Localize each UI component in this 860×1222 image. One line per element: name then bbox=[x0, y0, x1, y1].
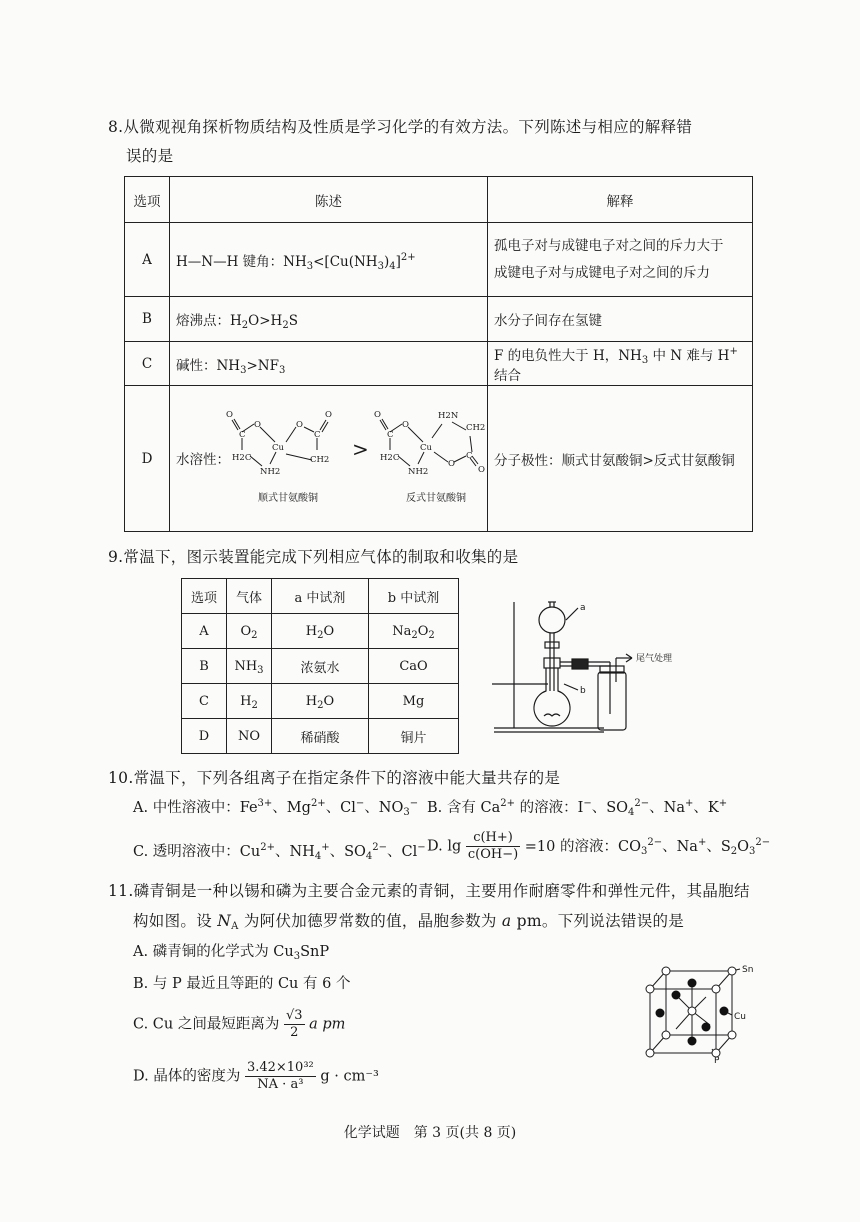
header-statement: 陈述 bbox=[170, 177, 488, 223]
row-statement: H—N—H 键角：$NH_3<[Cu(NH_3)_4]^{2+}$ bbox=[170, 223, 488, 297]
atom-label: O bbox=[296, 420, 303, 430]
row-explanation: 分子极性：顺式甘氨酸铜>反式甘氨酸铜 bbox=[488, 386, 753, 532]
table-row bbox=[182, 684, 459, 719]
atom-label: O bbox=[254, 420, 261, 430]
cell: $H_2$ bbox=[227, 684, 272, 719]
q10-option-c: C. 透明溶液中：$Cu^{2+}$、$NH_4^+$、$SO_4^{2-}$、Cl− bbox=[133, 842, 426, 862]
cell: $H_2O$ bbox=[272, 684, 369, 719]
cell: 稀硝酸 bbox=[272, 719, 369, 754]
header-reagent-b: b 中试剂 bbox=[369, 579, 459, 614]
atom-label: O bbox=[226, 410, 233, 420]
table-row bbox=[125, 386, 753, 532]
q11-option-a: A. 磷青铜的化学式为 $Cu_3SnP$ bbox=[133, 944, 330, 962]
q10-fraction: $\frac{c(H+)}{c(OH-)}$ bbox=[467, 830, 519, 862]
atom-label: CH2 bbox=[310, 455, 330, 465]
row-explanation: 水分子间存在氢键 bbox=[488, 297, 753, 342]
row-statement: 熔沸点：$H_2O>H_2S$ bbox=[170, 297, 488, 342]
cell: $O_2$ bbox=[227, 614, 272, 649]
gas-apparatus-diagram bbox=[486, 596, 706, 746]
cell: C bbox=[182, 684, 227, 719]
q8-stem-line2: 误的是 bbox=[126, 147, 174, 165]
crystal-cell-diagram bbox=[636, 963, 776, 1063]
q9-stem: 9.常温下，图示装置能完成下列相应气体的制取和收集的是 bbox=[108, 548, 519, 566]
atom-label: NH2 bbox=[408, 467, 429, 477]
trans-name: 反式甘氨酸铜 bbox=[406, 493, 466, 504]
label-p: P bbox=[714, 1056, 720, 1063]
atom-label: C bbox=[239, 430, 246, 440]
atom-label: Cu bbox=[420, 443, 432, 453]
label-cu: Cu bbox=[734, 1012, 746, 1022]
row-option: D bbox=[125, 386, 170, 532]
atom-label: H2C bbox=[380, 453, 400, 463]
table-row bbox=[125, 342, 753, 386]
cell: D bbox=[182, 719, 227, 754]
atom-label: H2C bbox=[232, 453, 252, 463]
atom-label: O bbox=[325, 410, 332, 420]
row-option: A bbox=[125, 223, 170, 297]
q10-option-a: A. 中性溶液中：$Fe^{3+}$、$Mg^{2+}$、Cl−、$NO_3^-$ bbox=[133, 798, 419, 818]
atom-label: NH2 bbox=[260, 467, 281, 477]
q11-fraction-c: $\frac{√3}{2}$ bbox=[285, 1008, 303, 1040]
q11-stem: 11.磷青铜是一种以锡和磷为主要合金元素的青铜，主要用作耐磨零件和弹性元件，其晶胞结 bbox=[108, 882, 750, 900]
row-option: C bbox=[125, 342, 170, 386]
table-row bbox=[125, 223, 753, 297]
cell: Mg bbox=[369, 684, 459, 719]
q8-table bbox=[124, 176, 753, 532]
q11-stem-line2: 构如图。设 $N_A$ 为阿伏加德罗常数的值，晶胞参数为 a pm。下列说法错误的是 bbox=[133, 912, 685, 932]
header-option: 选项 bbox=[182, 579, 227, 614]
row-statement bbox=[170, 386, 488, 532]
header-reagent-a: a 中试剂 bbox=[272, 579, 369, 614]
glycinate-structures bbox=[220, 400, 510, 510]
q11-option-c: C. Cu 之间最短距离为 $\frac{√3}{2}$ a pm bbox=[133, 1008, 346, 1040]
atom-label: CH2 bbox=[466, 423, 486, 433]
q10-option-d: D. lg $\frac{c(H+)}{c(OH-)}$ =10 的溶液：$CO_3^{2-}$、Na+、$S_2O_3^{2-}$ bbox=[427, 830, 771, 862]
atom-label: O bbox=[478, 465, 485, 475]
label-b: b bbox=[580, 686, 586, 696]
atom-label: H2N bbox=[438, 411, 459, 421]
table-row bbox=[125, 297, 753, 342]
row-explanation: F 的电负性大于 H，$NH_3$ 中 N 难与 H+ 结合 bbox=[488, 342, 753, 386]
atom-label: C bbox=[387, 430, 394, 440]
q11-option-b: B. 与 P 最近且等距的 Cu 有 6 个 bbox=[133, 976, 351, 992]
header-explanation: 解释 bbox=[488, 177, 753, 223]
table-row bbox=[182, 719, 459, 754]
atom-label: C bbox=[466, 451, 473, 461]
cell: A bbox=[182, 614, 227, 649]
statement-prefix: 水溶性： bbox=[176, 452, 230, 468]
table-header-row bbox=[125, 177, 753, 223]
row-statement: 碱性：$NH_3>NF_3$ bbox=[170, 342, 488, 386]
page-footer: 化学试题 第 3 页(共 8 页) bbox=[343, 1125, 517, 1141]
cell: $NH_3$ bbox=[227, 649, 272, 684]
cell: NO bbox=[227, 719, 272, 754]
exhaust-label: 尾气处理 bbox=[636, 654, 673, 664]
label-sn: Sn bbox=[742, 965, 754, 975]
q10-stem: 10.常温下，下列各组离子在指定条件下的溶液中能大量共存的是 bbox=[108, 769, 561, 787]
atom-label: Cu bbox=[272, 443, 284, 453]
row-option: B bbox=[125, 297, 170, 342]
atom-label: O bbox=[448, 459, 455, 469]
cell: 铜片 bbox=[369, 719, 459, 754]
cell: $H_2O$ bbox=[272, 614, 369, 649]
table-row bbox=[182, 614, 459, 649]
label-a: a bbox=[580, 603, 586, 613]
table-header-row bbox=[182, 579, 459, 614]
header-option: 选项 bbox=[125, 177, 170, 223]
cis-name: 顺式甘氨酸铜 bbox=[258, 493, 318, 504]
cell: B bbox=[182, 649, 227, 684]
greater-than-sign: > bbox=[352, 437, 369, 461]
header-gas: 气体 bbox=[227, 579, 272, 614]
cell: $Na_2O_2$ bbox=[369, 614, 459, 649]
q11-fraction-d: $\frac{\text{3.42×10³²}}{\text{NA · a³}}$ bbox=[246, 1060, 314, 1092]
row-explanation: 孤电子对与成键电子对之间的斥力大于 成键电子对与成键电子对之间的斥力 bbox=[488, 223, 753, 297]
cell: 浓氨水 bbox=[272, 649, 369, 684]
q9-table bbox=[181, 578, 459, 754]
table-row bbox=[182, 649, 459, 684]
cell: CaO bbox=[369, 649, 459, 684]
q10-option-b: B. 含有 $Ca^{2+}$ 的溶液：I−、$SO_4^{2-}$、Na+、K+ bbox=[427, 798, 728, 818]
atom-label: C bbox=[314, 430, 321, 440]
atom-label: O bbox=[402, 420, 409, 430]
atom-label: O bbox=[374, 410, 381, 420]
q8-stem: 8.从微观视角探析物质结构及性质是学习化学的有效方法。下列陈述与相应的解释错 bbox=[108, 118, 693, 136]
q11-option-d: D. 晶体的密度为 $\frac{\text{3.42×10³²}}{\text{NA · a³}}$ g · cm⁻³ bbox=[133, 1060, 379, 1092]
